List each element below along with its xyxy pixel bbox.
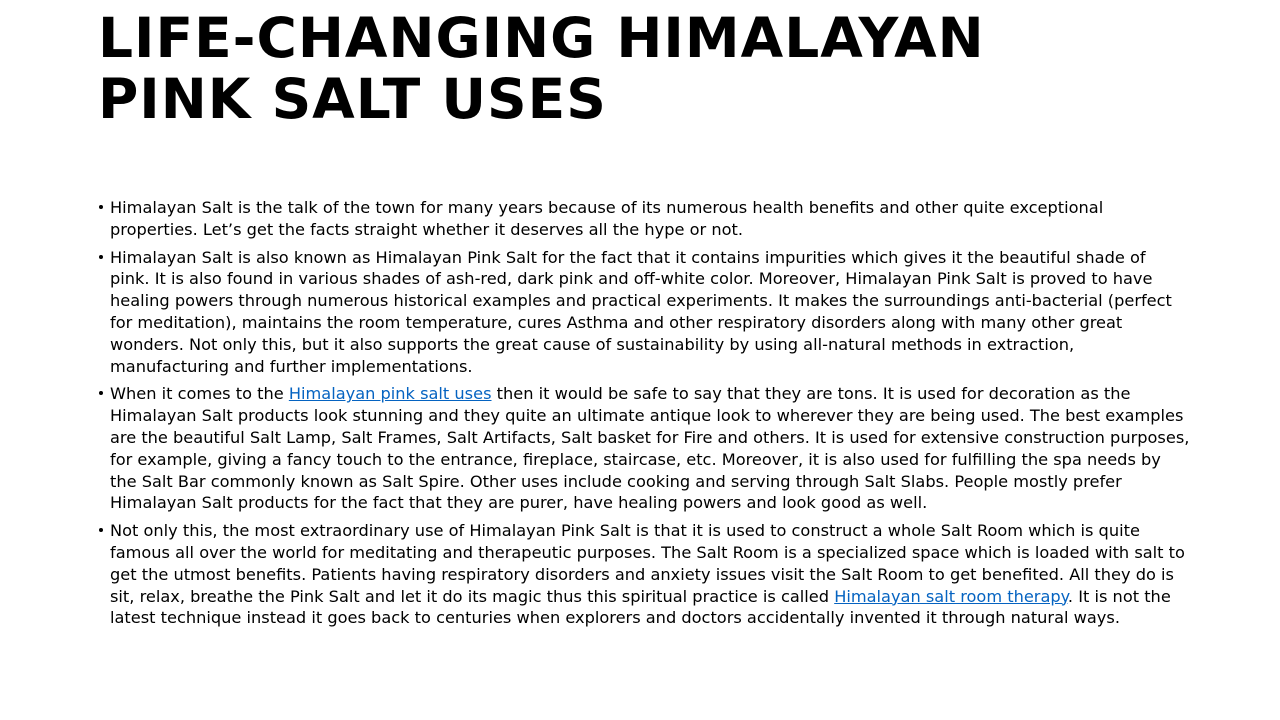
bullet-item-intro	[110, 197, 1190, 241]
bullet-text-after: . It is not the latest technique instead it goes back to centuries when explorers and doctors accidentally invented it through natural ways.	[110, 586, 1171, 628]
himalayan-pink-salt-uses-link[interactable]: Himalayan pink salt uses	[288, 384, 492, 404]
slide-title: LIFE-CHANGING HIMALAYAN PINK SALT USES	[98, 6, 985, 131]
himalayan-salt-room-therapy-link[interactable]: Himalayan salt room therapy	[834, 586, 1068, 606]
bullet-text-before: When it comes to the	[110, 384, 289, 404]
bullet-text-after: then it would be safe to say that they are tons. It is used for decoration as the Himalayan Salt products look stunning and they quite an ultimate antique look to wherever they are being used. The best examples are the beautiful Salt Lamp, Salt Frames, Salt Artifacts, Salt basket for Fire and others. It is used for extensive construction purposes, for example, giving a fancy touch to the entrance, fireplace, staircase, etc. Moreover, it is also used for fulfilling the spa needs by the Salt Bar commonly known as Salt Spire. Other uses include cooking and serving through Salt Slabs. People mostly prefer Himalayan Salt products for the fact that they are purer, have healing powers and look good as well.	[110, 384, 1190, 513]
bullet-text: Himalayan Salt is also known as Himalayan Pink Salt for the fact that it contains impurities which gives it the beautiful shade of pink. It is also found in various shades of ash-red, dark pink and off-white color. Moreover, Himalayan Pink Salt is proved to have healing powers through numerous historical examples and practical experiments. It makes the surroundings anti-bacterial (perfect for meditation), maintains the room temperature, cures Asthma and other respiratory disorders along with many other great wonders. Not only this, but it also supports the great cause of sustainability by using all-natural methods in extraction, manufacturing and further implementations.	[110, 247, 1172, 376]
bullet-text: Himalayan Salt is the talk of the town for many years because of its numerous health benefits and other quite exceptional properties. Let’s get the facts straight whether it deserves all the hype or not.	[110, 198, 1104, 239]
bullet-item-salt-room	[110, 520, 1190, 629]
bullet-item-pink-salt	[110, 247, 1190, 378]
bullet-text-before: Not only this, the most extraordinary use of Himalayan Pink Salt is that it is used to construct a whole Salt Room which is quite famous all over the world for meditating and therapeutic purposes. The Salt Room is a specialized space which is loaded with salt to get the utmost benefits. Patients having respiratory disorders and anxiety issues visit the Salt Room to get benefited. All they do is sit, relax, breathe the Pink Salt and let it do its magic thus this spiritual practice is called	[110, 521, 1185, 606]
bullet-item-uses	[110, 383, 1190, 514]
bullet-list	[110, 197, 1190, 635]
